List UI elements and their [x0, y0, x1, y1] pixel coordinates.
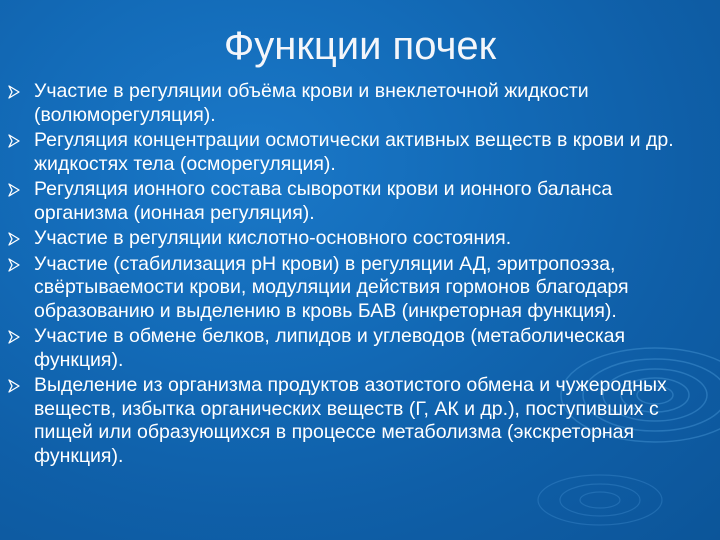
arrowhead-icon — [7, 258, 21, 272]
bullet-item — [0, 325, 720, 372]
bullet-text: Регуляция ионного состава сыворотки крови и ионного баланса организма (ионная регуляция). — [34, 178, 613, 224]
bullet-text: Участие в обмене белков, липидов и углеводов (метаболическая функция). — [34, 325, 626, 371]
bullet-list — [0, 80, 720, 470]
arrowhead-icon — [7, 85, 21, 99]
arrowhead-icon — [7, 232, 21, 246]
bullet-text: Участие в регуляции объёма крови и внеклеточной жидкости (волюморегуляция). — [34, 80, 589, 126]
bullet-item — [0, 227, 720, 251]
arrowhead-icon — [7, 379, 21, 393]
bullet-text: Выделение из организма продуктов азотистого обмена и чужеродных веществ, избытка органических веществ (Г, АК и др.), поступивших с пищей или образующихся в процессе метаболизма (экскреторная функция). — [34, 374, 667, 467]
arrowhead-icon — [7, 330, 21, 344]
bullet-item — [0, 80, 720, 127]
bullet-item — [0, 129, 720, 176]
slide-title: Функции почек — [223, 24, 497, 68]
bullet-text: Регуляция концентрации осмотически активных веществ в крови и др. жидкостях тела (осморегуляция). — [34, 129, 674, 175]
bullet-item — [0, 374, 720, 468]
arrowhead-icon — [7, 134, 21, 148]
bullet-item — [0, 178, 720, 225]
arrowhead-icon — [7, 183, 21, 197]
bullet-text: Участие в регуляции кислотно-основного состояния. — [34, 227, 512, 249]
bullet-text: Участие (стабилизация рН крови) в регуляции АД, эритропоэза, свёртываемости крови, модуляции действия гормонов благодаря образованию и выделению в кровь БАВ (инкреторная функция). — [34, 252, 629, 322]
bullet-item — [0, 253, 720, 324]
